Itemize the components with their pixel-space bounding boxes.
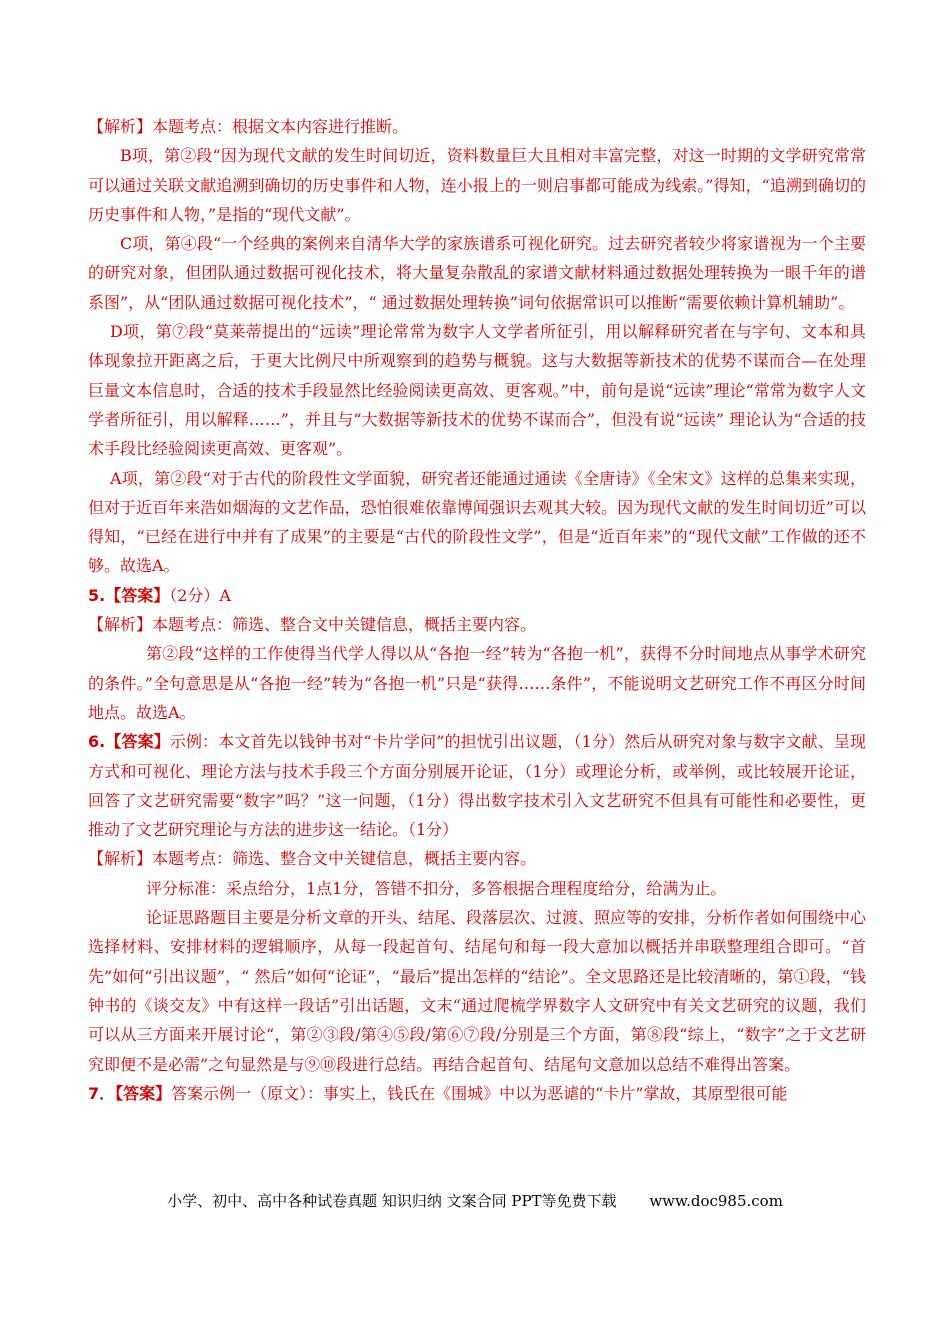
page-footer <box>0 1190 950 1211</box>
paragraph <box>88 141 866 229</box>
paragraph <box>88 1079 866 1108</box>
paragraph-text: C项，第④段“一个经典的案例来自清华大学的家族谱系可视化研究。过去研究者较少将家谱视为一个主要的研究对象，但团队通过数据可视化技术，将大量复杂散乱的家谱文献材料通过数据处理转换为一眼千年的谱系图”，从“团队通过数据可视化技术”，“ 通过数据处理转换”词句依据常识可以推断“需要依赖计算机辅助”。 <box>88 234 866 312</box>
analysis-label: 【解析】 <box>88 117 153 136</box>
footer-url[interactable]: www.doc985.com <box>649 1192 783 1210</box>
answer-label: 7．【答案】 <box>88 1083 172 1103</box>
paragraph-text: 示例：本文首先以钱钟书对“卡片学问”的担忧引出议题，（1分）然后从研究对象与数字文献、呈现方式和可视化、理论方法与技术手段三个方面分别展开论证，（1分）或理论分析，或举例，或比较展开论证，回答了文艺研究需要“数字”吗？”这一问题，（1分）得出数字技术引入文艺研究不但具有可能性和必要性，更推动了文艺研究理论与方法的进步这一结论。（1分） <box>88 732 866 840</box>
paragraph-text: 论证思路题目主要是分析文章的开头、结尾、段落层次、过渡、照应等的安排，分析作者如何围绕中心选择材料、安排材料的逻辑顺序，从每一段起首句、结尾句和每一段大意加以概括并串联整理组合即可。“首先”如何“引出议题”，“ 然后”如何“论证”，“最后”提出怎样的“结论”。全文思路还是比较清晰的，第①段，“钱钟书的《谈交友》中有这样一段话”引出话题，文末“通过爬梳学界数字人文研究中有关文艺研究的议题，我们可以从三方面来开展讨论“，第②③段/第④⑤段/第⑥⑦段/分别是三个方面，第⑧段“综上，“数字”之于文艺研究即便不是必需”之句显然是与⑨⑩段进行总结。再结合起首句、结尾句文意加以总结不难得出答案。 <box>88 908 867 1074</box>
paragraph <box>88 639 866 727</box>
paragraph <box>88 229 866 317</box>
paragraph <box>88 727 866 844</box>
answer-label: 6.【答案】 <box>88 732 170 752</box>
paragraph <box>88 317 866 463</box>
paragraph-text: 答案示例一（原文）：事实上，钱氏在《围城》中以为恶谑的“卡片”掌故，其原型很可能 <box>171 1083 788 1103</box>
analysis-label: 【解析】 <box>88 615 153 635</box>
paragraph-text: B项，第②段“因为现代文献的发生时间切近，资料数量巨大且相对丰富完整，对这一时期的文学研究常常可以通过关联文献追溯到确切的历史事件和人物，连小报上的一则启事都可能成为线索。”得知，“追溯到确切的历史事件和人物，”是指的“现代文献”。 <box>88 146 866 224</box>
paragraph <box>88 610 866 639</box>
paragraph-text: 本题考点：筛选、整合文中关键信息，概括主要内容。 <box>152 849 537 869</box>
paragraph-text: 本题考点：筛选、整合文中关键信息，概括主要内容。 <box>152 615 537 635</box>
footer-text: 小学、初中、高中各种试卷真题 知识归纳 文案合同 PPT等免费下载 <box>167 1192 617 1210</box>
paragraph-text: 第②段“这样的工作使得当代学人得以从“各抱一经”转为“各抱一机”，获得不分时间地点从事学术研究的条件。”全句意思是从“各抱一经”转为“各抱一机”只是“获得……条件”，不能说明文艺研究工作不再区分时间地点。故选A。 <box>88 644 866 722</box>
paragraph-text: 评分标准：采点给分，1点1分，答错不扣分，多答根据合理程度给分，给满为止。 <box>146 878 727 898</box>
paragraph-text: A项，第②段“对于古代的阶段性文学面貌，研究者还能通过通读《全唐诗》《全宋文》这样的总集来实现，但对于近百年来浩如烟海的文艺作品，恐怕很难依靠博闻强识去观其大较。因为现代文献的发生时间切近”可以得知，“已经在进行中并有了成果”的主要是“古代的阶段性文学”，但是“近百年来”的“现代文献”工作做的还不够。故选A。 <box>88 468 866 576</box>
document-body <box>88 112 866 1108</box>
paragraph <box>88 844 866 873</box>
paragraph <box>88 903 866 1079</box>
paragraph <box>88 874 866 903</box>
paragraph <box>88 581 866 610</box>
analysis-label: 【解析】 <box>88 849 153 869</box>
paragraph <box>88 464 866 581</box>
paragraph-text: 本题考点：根据文本内容进行推断。 <box>152 117 409 136</box>
paragraph-text: D项，第⑦段“莫莱蒂提出的“远读”理论常常为数字人文学者所征引，用以解释研究者在与字句、文本和具体现象拉开距离之后，于更大比例尺中所观察到的趋势与概貌。这与大数据等新技术的优势不谋而合—在处理巨量文本信息时，合适的技术手段显然比经验阅读更高效、更客观。”中，前句是说“远读”理论“常常为数字人文学者所征引，用以解释……”，并且与“大数据等新技术的优势不谋而合”，但没有说“远读” 理论认为“合适的技术手段比经验阅读更高效、更客观”。 <box>88 322 866 459</box>
paragraph <box>88 112 866 141</box>
answer-label: 5.【答案】 <box>88 585 170 605</box>
paragraph-text: （2分）A <box>169 585 231 605</box>
